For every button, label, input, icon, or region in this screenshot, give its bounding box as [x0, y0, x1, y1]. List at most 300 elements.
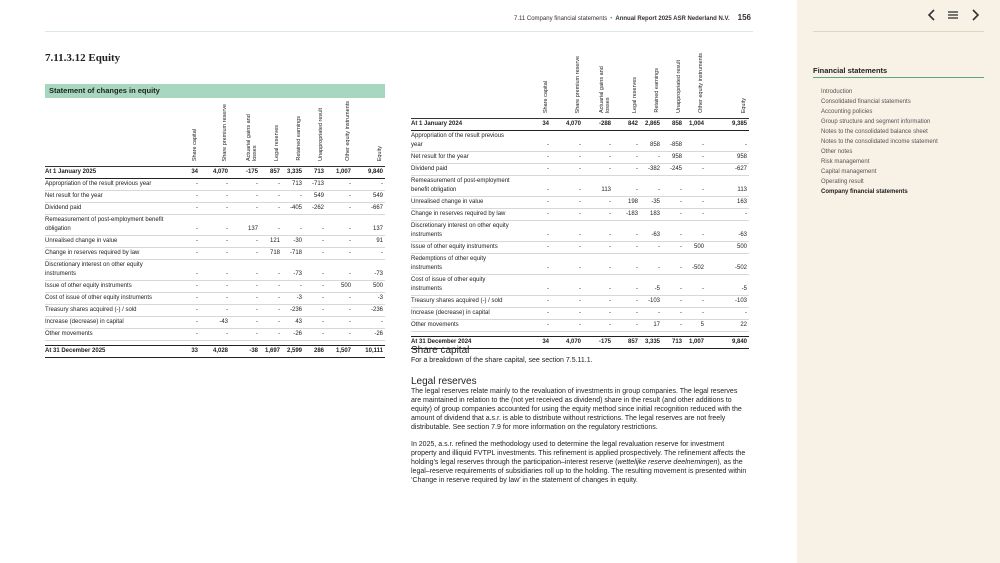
table-cell: -: [583, 221, 613, 242]
table-cell: -: [260, 203, 282, 215]
table-cell: 4,070: [551, 119, 583, 131]
table-cell: -: [304, 236, 326, 248]
sidebar-nav-item[interactable]: Group structure and segment information: [821, 119, 931, 125]
table-cell: 858: [640, 131, 662, 152]
table-cell: -: [200, 215, 230, 236]
table-row: [45, 329, 385, 341]
column-header: [521, 52, 551, 119]
table-cell: -: [521, 152, 551, 164]
table-cell: -: [583, 296, 613, 308]
table-cell: -175: [230, 167, 260, 179]
table-cell: 1,697: [260, 346, 282, 358]
table-cell: -: [521, 296, 551, 308]
table-cell: -: [583, 275, 613, 296]
table-cell: 549: [304, 191, 326, 203]
row-label: Issue of other equity instruments: [411, 242, 521, 254]
table-row: [411, 197, 749, 209]
page-header: [514, 13, 751, 22]
table-cell: -: [230, 248, 260, 260]
table-cell: -: [326, 329, 353, 341]
table-row: [45, 317, 385, 329]
table-cell: -: [304, 215, 326, 236]
table-cell: -: [684, 164, 706, 176]
row-label: Remeasurement of post-employment benefit obligation: [45, 215, 170, 236]
table-cell: -: [521, 176, 551, 197]
table-row: [45, 167, 385, 179]
table-cell: -: [230, 305, 260, 317]
row-label: Change in reserves required by law: [45, 248, 170, 260]
table-cell: 857: [260, 167, 282, 179]
table-cell: -718: [282, 248, 304, 260]
table-cell: 958: [662, 152, 684, 164]
table-row: [45, 191, 385, 203]
table-cell: -502: [706, 254, 749, 275]
table-cell: -: [551, 131, 583, 152]
table-cell: -: [521, 164, 551, 176]
table-cell: -: [260, 179, 282, 191]
row-label: Appropriation of the result previous year: [45, 179, 170, 191]
table-cell: -: [583, 152, 613, 164]
menu-icon[interactable]: [947, 8, 959, 25]
column-header-label: Equity: [377, 145, 383, 161]
row-label: Cost of issue of other equity instruments: [411, 275, 521, 296]
table-cell: -: [521, 320, 551, 332]
table-cell: 958: [706, 152, 749, 164]
row-label: At 1 January 2025: [45, 167, 170, 179]
table-header-row: [45, 100, 385, 167]
table-cell: -: [304, 305, 326, 317]
table-cell: 163: [706, 197, 749, 209]
sidebar-nav-item[interactable]: Consolidated financial statements: [821, 99, 911, 105]
table-cell: -: [353, 248, 385, 260]
table-cell: -: [521, 254, 551, 275]
table-cell: -: [326, 248, 353, 260]
table-cell: -: [282, 191, 304, 203]
table-cell: -: [706, 131, 749, 152]
table-cell: -: [230, 236, 260, 248]
table-cell: -175: [583, 337, 613, 349]
page-title: 7.11.3.12 Equity: [45, 52, 121, 64]
table-cell: 500: [326, 281, 353, 293]
table-cell: -: [170, 236, 200, 248]
table-cell: -: [613, 308, 640, 320]
column-header: [706, 52, 749, 119]
table-cell: -73: [282, 260, 304, 281]
row-label: Treasury shares acquired (-) / sold: [45, 305, 170, 317]
sidebar-nav-item[interactable]: Accounting policies: [821, 109, 873, 115]
column-header: [230, 100, 260, 167]
table-cell: -: [304, 317, 326, 329]
column-header-label: Unappropriated result: [676, 60, 682, 113]
table-cell: -63: [706, 221, 749, 242]
table-cell: -236: [282, 305, 304, 317]
table-cell: 1,507: [326, 346, 353, 358]
table-cell: 17: [640, 320, 662, 332]
table-cell: -236: [353, 305, 385, 317]
table-cell: 4,070: [551, 337, 583, 349]
table-cell: 3,335: [282, 167, 304, 179]
table-row: [411, 209, 749, 221]
table-cell: -: [260, 215, 282, 236]
column-header-label: Unappropriated result: [318, 108, 324, 161]
table-cell: 137: [230, 215, 260, 236]
table-cell: -: [170, 329, 200, 341]
table-cell: -: [200, 260, 230, 281]
table-cell: -405: [282, 203, 304, 215]
table-cell: -5: [640, 275, 662, 296]
row-label: Redemptions of other equity instruments: [411, 254, 521, 275]
table-cell: -63: [640, 221, 662, 242]
table-cell: -: [326, 317, 353, 329]
table-cell: 9,385: [706, 119, 749, 131]
column-header-label: Actuarial gains and losses: [246, 114, 258, 161]
sidebar-top-divider: [813, 31, 984, 32]
header-blank-cell: [411, 52, 521, 119]
equity-table-2025: [45, 100, 385, 358]
table-cell: -: [583, 320, 613, 332]
table-row: [45, 215, 385, 236]
column-header: [684, 52, 706, 119]
table-cell: 34: [170, 167, 200, 179]
table-cell: 198: [613, 197, 640, 209]
table-cell: -: [230, 179, 260, 191]
table-cell: -: [200, 329, 230, 341]
table-cell: -: [282, 215, 304, 236]
sidebar-nav-item[interactable]: Capital management: [821, 169, 877, 175]
table-cell: -288: [583, 119, 613, 131]
column-header: [662, 52, 684, 119]
table-cell: 4,028: [200, 346, 230, 358]
table-cell: -: [304, 281, 326, 293]
table-cell: -: [326, 305, 353, 317]
table-cell: -: [684, 221, 706, 242]
table-cell: 34: [521, 337, 551, 349]
table-cell: -: [613, 176, 640, 197]
share-capital-heading: Share capital: [411, 345, 470, 356]
row-label: Treasury shares acquired (-) / sold: [411, 296, 521, 308]
table-cell: -: [170, 191, 200, 203]
table-cell: -3: [282, 293, 304, 305]
header-dot-separator: •: [610, 16, 613, 22]
table-cell: -: [684, 176, 706, 197]
table-cell: 549: [353, 191, 385, 203]
table-cell: -: [583, 197, 613, 209]
table-cell: -: [170, 248, 200, 260]
table-cell: -: [583, 131, 613, 152]
table-row: [45, 281, 385, 293]
table-cell: -: [551, 164, 583, 176]
column-header: [583, 52, 613, 119]
table-cell: -: [326, 179, 353, 191]
table-row: [45, 260, 385, 281]
table-cell: -: [684, 209, 706, 221]
legal-reserves-paragraph-2: [411, 440, 749, 485]
chevron-left-icon[interactable]: [926, 8, 938, 25]
table-cell: -: [684, 152, 706, 164]
table-cell: -: [640, 308, 662, 320]
row-label: Unrealised change in value: [45, 236, 170, 248]
table-cell: -: [662, 221, 684, 242]
table-cell: -: [613, 164, 640, 176]
table-cell: -: [684, 308, 706, 320]
table-cell: 113: [706, 176, 749, 197]
table-cell: -: [521, 221, 551, 242]
row-label: Discretionary interest on other equity instruments: [45, 260, 170, 281]
column-header-label: Share premium reserve: [575, 55, 581, 113]
table-cell: -5: [706, 275, 749, 296]
share-capital-text: For a breakdown of the share capital, see section 7.5.11.1.: [411, 357, 593, 364]
table-cell: 121: [260, 236, 282, 248]
table-cell: -: [200, 191, 230, 203]
table-cell: -: [521, 209, 551, 221]
header-section[interactable]: 7.11 Company financial statements: [513, 16, 608, 22]
legal-reserves-heading: Legal reserves: [411, 376, 477, 387]
table-header-row: [411, 52, 749, 119]
row-label: Change in reserves required by law: [411, 209, 521, 221]
table-cell: -3: [353, 293, 385, 305]
table-cell: -183: [613, 209, 640, 221]
table-cell: -: [640, 176, 662, 197]
table-cell: -: [521, 197, 551, 209]
table-cell: -: [521, 308, 551, 320]
table-row: [45, 203, 385, 215]
table-cell: -: [170, 260, 200, 281]
table-cell: 33: [170, 346, 200, 358]
table-cell: -: [551, 152, 583, 164]
row-label: Issue of other equity instruments: [45, 281, 170, 293]
table-cell: -: [230, 317, 260, 329]
row-label: Cost of issue of other equity instruments: [45, 293, 170, 305]
row-label: Unrealised change in value: [411, 197, 521, 209]
chevron-right-icon[interactable]: [969, 8, 981, 25]
table-cell: -: [613, 242, 640, 254]
table-cell: -: [551, 296, 583, 308]
table-cell: -73: [353, 260, 385, 281]
row-label: Other movements: [45, 329, 170, 341]
table-cell: -: [260, 305, 282, 317]
legal-reserves-p2-start: In 2025, a.s.r. refined the methodology used to determine the legal revaluation reserve for investment property and illiquid FVTPL investments. This refinement is applied prospectively. The refinement affects the holding's legal reserves through the participation–interest reserve (: [411, 441, 746, 466]
table-cell: 91: [353, 236, 385, 248]
table-cell: 286: [304, 346, 326, 358]
table-cell: -: [260, 191, 282, 203]
column-header-label: Retained earnings: [296, 116, 302, 161]
column-header: [170, 100, 200, 167]
table-cell: -: [662, 308, 684, 320]
column-header: [304, 100, 326, 167]
table-cell: -: [551, 320, 583, 332]
table-cell: -858: [662, 131, 684, 152]
table-cell: -: [706, 308, 749, 320]
row-label: Dividend paid: [411, 164, 521, 176]
table-cell: 1,004: [684, 119, 706, 131]
table-row: [45, 305, 385, 317]
table-row: [411, 152, 749, 164]
table-row: [411, 296, 749, 308]
column-header: [282, 100, 304, 167]
table-cell: -: [583, 254, 613, 275]
table-cell: -: [613, 296, 640, 308]
table-cell: -: [230, 329, 260, 341]
table-cell: 713: [282, 179, 304, 191]
table-cell: 137: [353, 215, 385, 236]
table-cell: 3,335: [640, 337, 662, 349]
table-row: [411, 254, 749, 275]
table-cell: 10,111: [353, 346, 385, 358]
table-cell: -: [662, 296, 684, 308]
table-cell: -: [551, 275, 583, 296]
table-cell: -: [551, 254, 583, 275]
table-cell: -: [170, 215, 200, 236]
column-header-label: Retained earnings: [654, 68, 660, 113]
table-cell: -: [613, 131, 640, 152]
table-cell: -: [684, 275, 706, 296]
column-header: [551, 52, 583, 119]
table-row: [411, 308, 749, 320]
table-cell: -: [200, 248, 230, 260]
table-cell: -: [583, 164, 613, 176]
table-cell: -26: [353, 329, 385, 341]
column-header-label: Other equity instruments: [698, 53, 704, 113]
table-cell: -: [260, 281, 282, 293]
row-label: Increase (decrease) in capital: [45, 317, 170, 329]
sidebar-nav-item[interactable]: Notes to the consolidated balance sheet: [821, 129, 928, 135]
sidebar-nav-item[interactable]: Other notes: [821, 149, 853, 155]
column-header-label: Share premium reserve: [222, 103, 228, 161]
table-cell: -: [353, 317, 385, 329]
table-cell: -627: [706, 164, 749, 176]
table-cell: 500: [684, 242, 706, 254]
table-cell: -: [260, 329, 282, 341]
row-label: At 31 December 2025: [45, 346, 170, 358]
legal-reserves-section: [411, 376, 749, 485]
table-cell: 9,840: [706, 337, 749, 349]
table-cell: -: [613, 152, 640, 164]
table-cell: -: [551, 197, 583, 209]
table-cell: -: [170, 281, 200, 293]
table-row: [411, 119, 749, 131]
table-cell: -: [326, 203, 353, 215]
table-row: [45, 248, 385, 260]
table-cell: -: [662, 254, 684, 275]
column-header-label: Share capital: [543, 80, 549, 113]
table-cell: -: [200, 203, 230, 215]
table-cell: 2,865: [640, 119, 662, 131]
table-cell: -26: [282, 329, 304, 341]
table-cell: -: [200, 236, 230, 248]
sidebar-nav-item[interactable]: Introduction: [821, 89, 853, 95]
table-cell: 2,599: [282, 346, 304, 358]
table-cell: -: [200, 179, 230, 191]
table-cell: -38: [230, 346, 260, 358]
table-cell: 9,840: [353, 167, 385, 179]
table-cell: -382: [640, 164, 662, 176]
table-cell: -: [583, 209, 613, 221]
table-cell: 113: [583, 176, 613, 197]
table-cell: -: [304, 260, 326, 281]
column-header: [353, 100, 385, 167]
table-cell: -: [326, 293, 353, 305]
table-cell: -: [684, 296, 706, 308]
table-cell: -: [353, 179, 385, 191]
table-cell: -: [551, 308, 583, 320]
table-cell: -: [170, 179, 200, 191]
row-label: Net result for the year: [45, 191, 170, 203]
table-cell: -: [230, 191, 260, 203]
table-cell: -: [551, 242, 583, 254]
table-cell: -: [521, 242, 551, 254]
sidebar-nav-item[interactable]: Company financial statements: [821, 189, 908, 195]
table-cell: -: [230, 203, 260, 215]
table-row: [45, 293, 385, 305]
header-blank-cell: [45, 100, 170, 167]
table-cell: -: [326, 215, 353, 236]
table-cell: -: [260, 260, 282, 281]
sidebar-title-underline: [813, 77, 984, 78]
table-cell: -: [551, 176, 583, 197]
table-cell: -: [170, 293, 200, 305]
table-cell: -: [583, 308, 613, 320]
sidebar-title[interactable]: Financial statements: [813, 66, 888, 75]
table-cell: -: [260, 317, 282, 329]
column-header-label: Equity: [741, 97, 747, 113]
table-cell: -: [326, 260, 353, 281]
column-header: [326, 100, 353, 167]
share-capital-section: [411, 345, 749, 365]
sidebar: [797, 0, 1000, 563]
table-cell: -: [613, 221, 640, 242]
table-cell: -: [662, 197, 684, 209]
column-header: [613, 52, 640, 119]
table-cell: -: [170, 305, 200, 317]
column-header: [640, 52, 662, 119]
table-cell: 43: [282, 317, 304, 329]
table-cell: -: [170, 317, 200, 329]
column-header-label: Actuarial gains and losses: [599, 66, 611, 113]
table-cell: -: [326, 236, 353, 248]
sidebar-nav-item[interactable]: Operating result: [821, 179, 864, 185]
row-label: At 31 December 2024: [411, 337, 521, 349]
table-cell: -502: [684, 254, 706, 275]
table-cell: -30: [282, 236, 304, 248]
column-header: [260, 100, 282, 167]
table-cell: 5: [684, 320, 706, 332]
row-label: Dividend paid: [45, 203, 170, 215]
column-header-label: Other equity instruments: [345, 101, 351, 161]
table-cell: 713: [304, 167, 326, 179]
table-cell: -103: [706, 296, 749, 308]
table-cell: 842: [613, 119, 640, 131]
sidebar-nav-list: [821, 87, 938, 197]
sidebar-nav-item[interactable]: Risk management: [821, 159, 870, 165]
table-cell: -: [706, 209, 749, 221]
table-cell: -: [282, 281, 304, 293]
table-cell: -: [200, 293, 230, 305]
table-cell: -: [521, 275, 551, 296]
sidebar-nav-item[interactable]: Notes to the consolidated income statement: [821, 139, 938, 145]
table-cell: 1,007: [684, 337, 706, 349]
table-cell: -: [230, 281, 260, 293]
column-header-label: Legal reserves: [274, 124, 280, 161]
row-label: Net result for the year: [411, 152, 521, 164]
table-cell: -: [662, 176, 684, 197]
table-cell: 857: [613, 337, 640, 349]
table-cell: 4,070: [200, 167, 230, 179]
table-cell: -: [640, 242, 662, 254]
table-cell: -: [326, 191, 353, 203]
table-cell: -: [662, 275, 684, 296]
table-cell: -: [583, 242, 613, 254]
header-report-title[interactable]: Annual Report 2025 ASR Nederland N.V.: [615, 16, 730, 22]
